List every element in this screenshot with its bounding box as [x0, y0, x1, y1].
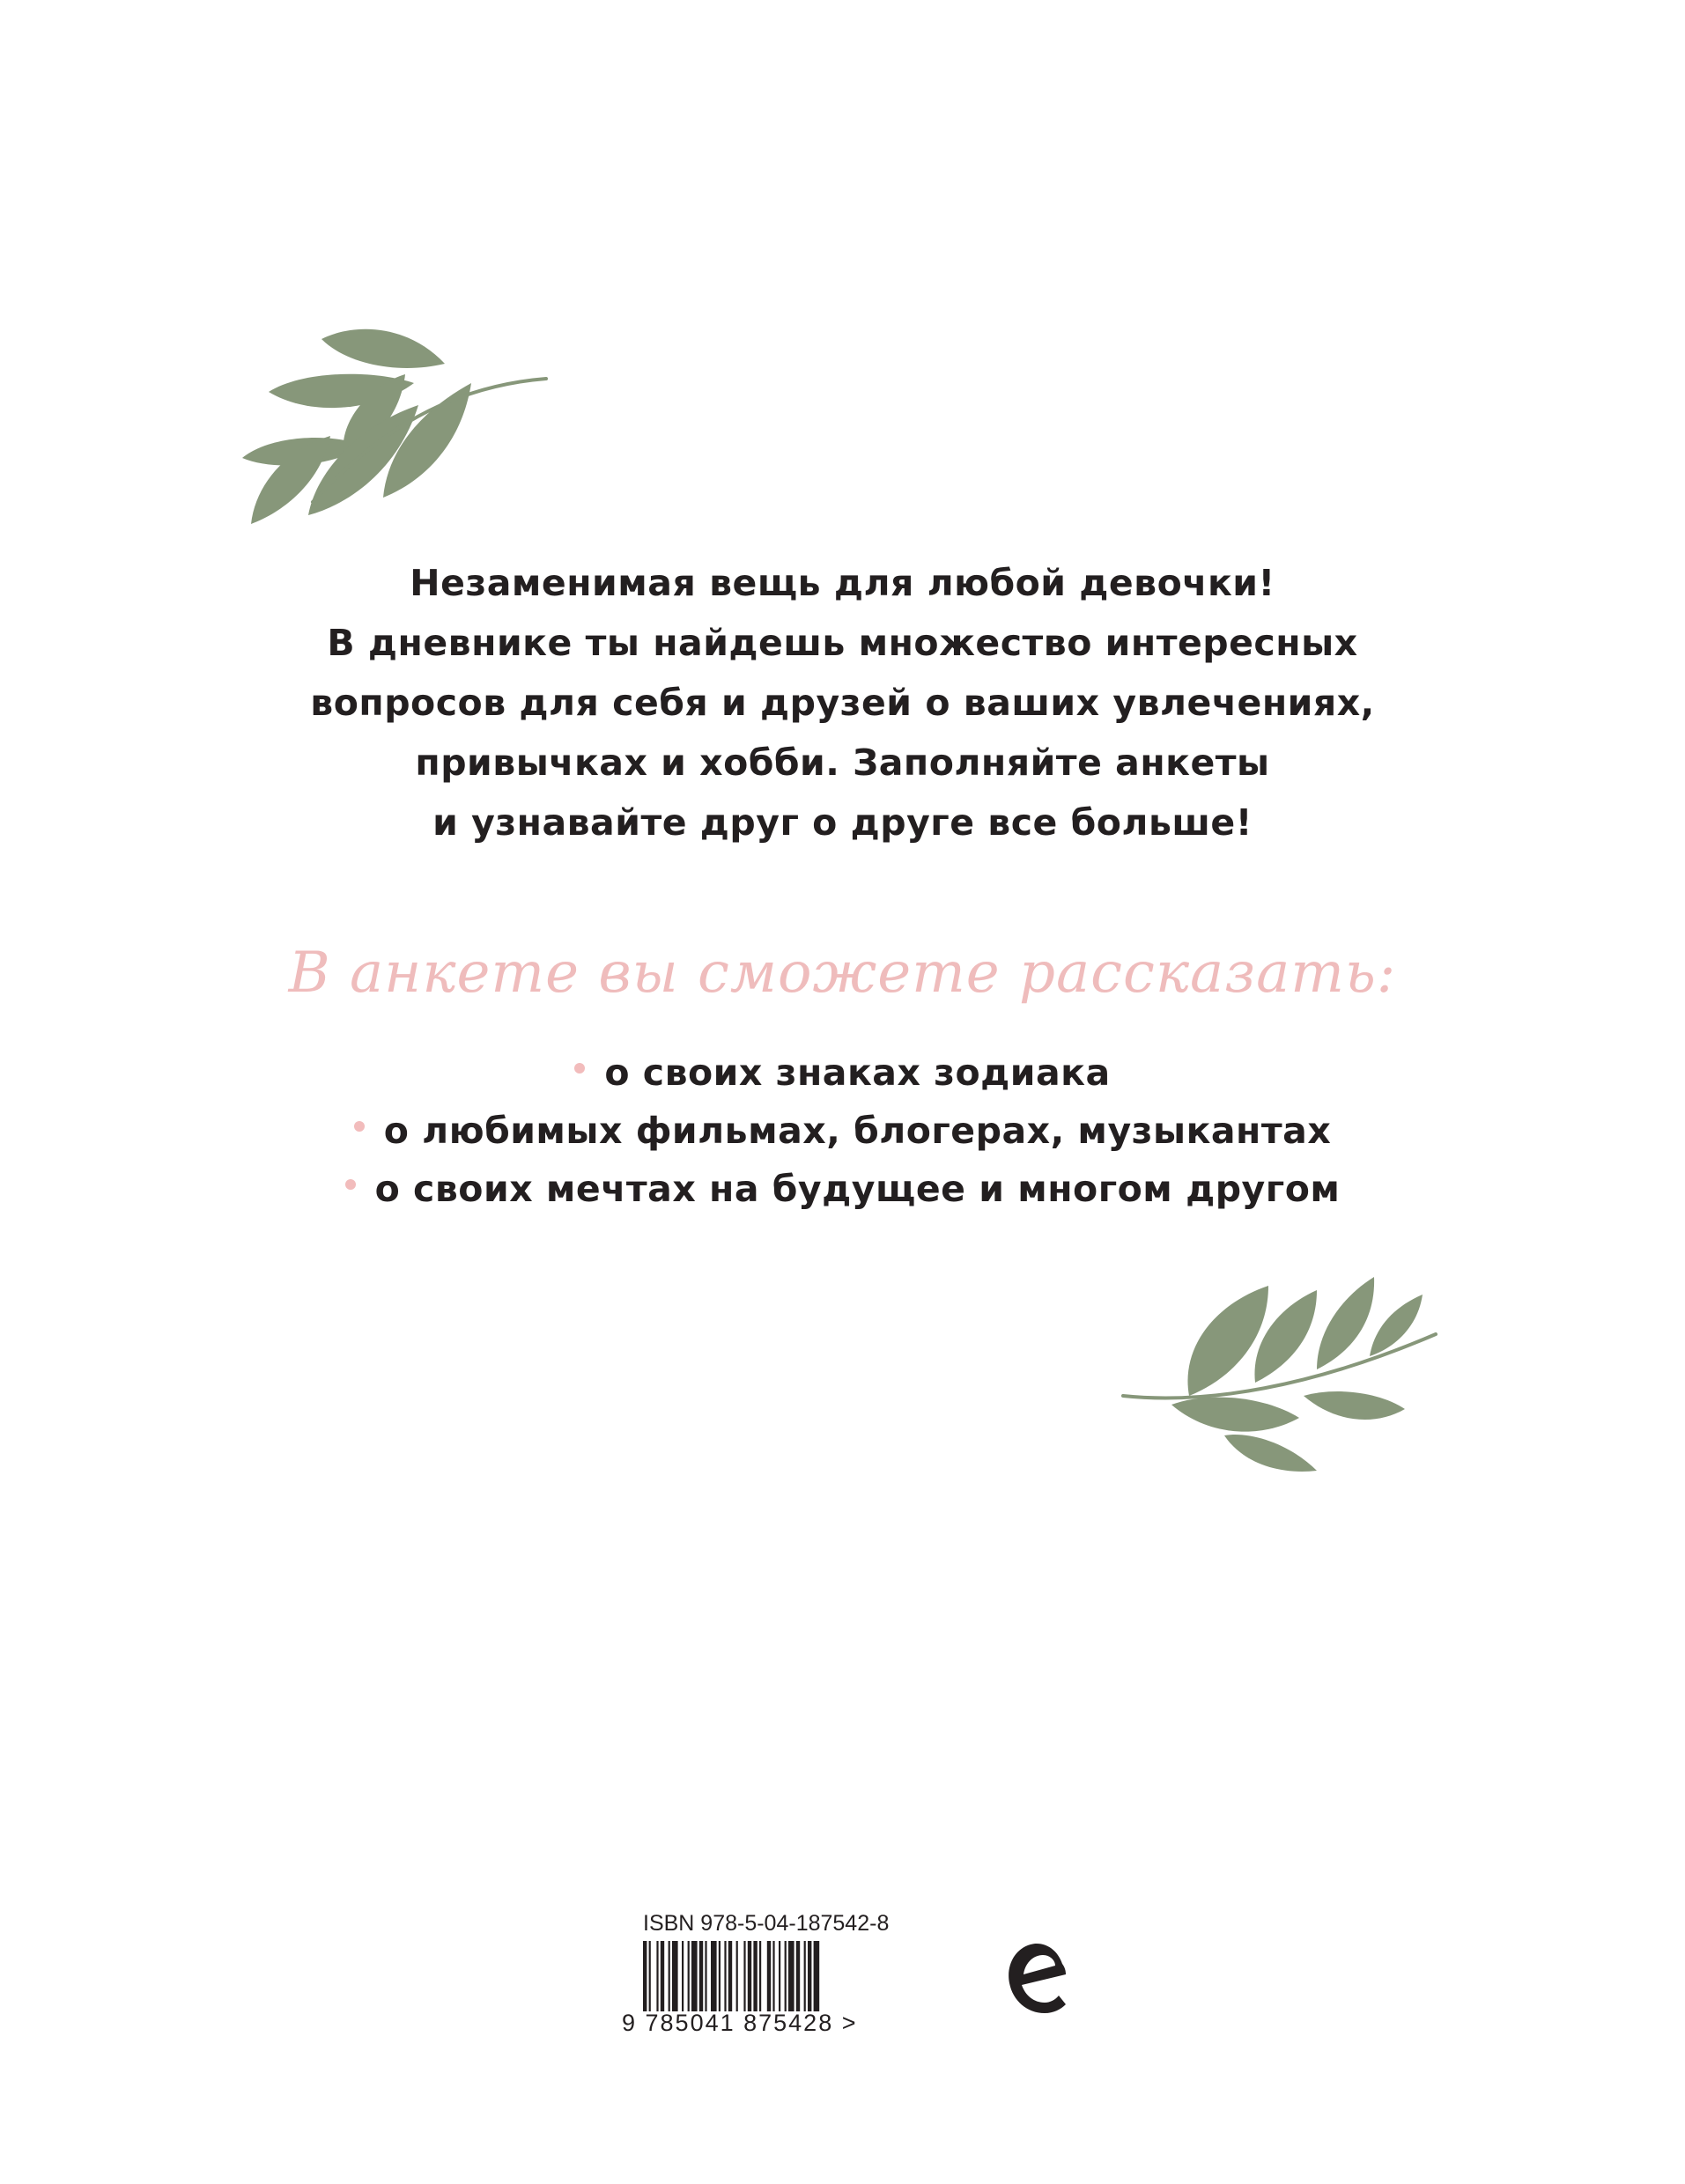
list-item-text: о своих знаках зодиака — [604, 1051, 1111, 1094]
barcode-icon — [643, 1941, 898, 2011]
isbn-block — [617, 1911, 934, 2043]
bullet-dot-icon — [574, 1063, 585, 1074]
list-item — [176, 1160, 1509, 1218]
description-line: и узнавайте друг о друге все больше! — [432, 801, 1253, 844]
list-item-text: о любимых фильмах, блогерах, музыкантах — [383, 1110, 1332, 1152]
list-item — [176, 1044, 1509, 1102]
description-line: вопросов для себя и друзей о ваших увлечениях, — [310, 682, 1375, 724]
description-text — [176, 553, 1509, 852]
description-line: привычках и хобби. Заполняйте анкеты — [415, 742, 1270, 784]
description-line: В дневнике ты найдешь множество интересных — [327, 622, 1358, 664]
description-line: Незаменимая вещь для любой девочки! — [410, 562, 1275, 604]
bullet-dot-icon — [345, 1179, 356, 1190]
publisher-logo-icon — [1004, 1937, 1070, 2021]
list-item — [176, 1102, 1509, 1160]
leaf-branch-bottom-icon — [1119, 1264, 1445, 1475]
bullet-dot-icon — [354, 1121, 365, 1132]
isbn-label: ISBN 978-5-04-187542-8 — [643, 1911, 890, 1936]
barcode-digits: 9 785041 875428 > — [622, 2010, 858, 2036]
leaf-branch-top-icon — [233, 321, 559, 533]
bullet-list — [176, 1044, 1509, 1218]
list-item-text: о своих мечтах на будущее и многом другом — [374, 1168, 1341, 1210]
subheading: В анкете вы сможете рассказать: — [288, 941, 1397, 1006]
